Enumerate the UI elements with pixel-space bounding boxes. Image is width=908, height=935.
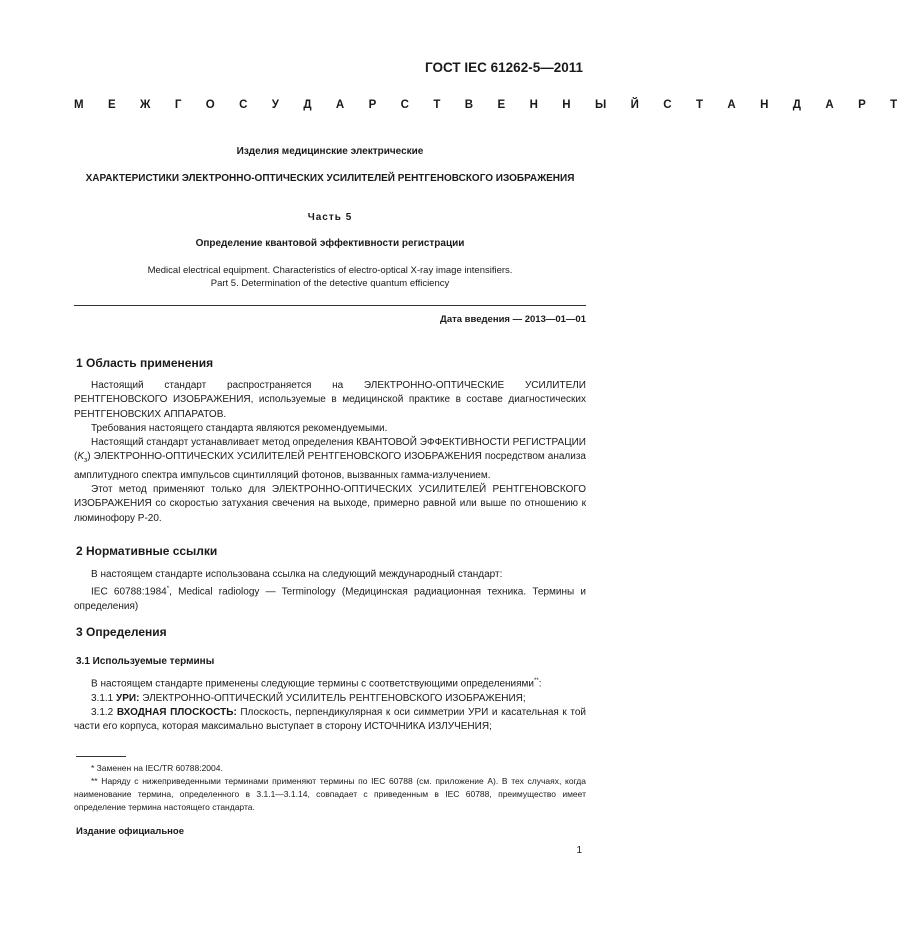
introduction-date: Дата введения — 2013—01—01 (440, 314, 586, 325)
section-3-1-heading: 3.1 Используемые термины (76, 656, 215, 667)
section-1-heading: 1 Область применения (76, 356, 214, 370)
title-english-line-1: Medical electrical equipment. Characteristics of electro-optical X-ray image intensifiers. (147, 265, 513, 276)
section-2-paragraph-2: IEC 60788:1984*, Medical radiology — Terminology (Медицинская радиационная техника. Термины и определения) (74, 586, 587, 612)
title-main-text: ХАРАКТЕРИСТИКИ ЭЛЕКТРОННО-ОПТИЧЕСКИХ УСИЛИТЕЛЕЙ РЕНТГЕНОВСКОГО ИЗОБРАЖЕНИЯ (85, 173, 575, 184)
section-2-paragraph-1: В настоящем стандарте использована ссылка на следующий международный стандарт: (91, 569, 503, 580)
section-2-heading: 2 Нормативные ссылки (76, 544, 218, 558)
footnote-1: * Заменен на IEC/TR 60788:2004. (91, 763, 223, 773)
edition-label: Издание официальное (76, 826, 184, 837)
section-1-paragraph-1: Настоящий стандарт распространяется на ЭЛЕКТРОННО-ОПТИЧЕСКИЕ УСИЛИТЕЛИ РЕНТГЕНОВСКОГО ИЗОБРАЖЕНИЯ, используемые в медицинской практике в составе диагностических РЕНТГЕНОВСКИХ АППАРАТОВ. (74, 380, 586, 420)
title-subtitle: Определение квантовой эффективности регистрации (195, 238, 465, 249)
standard-code: ГОСТ IEC 61262-5—2011 (425, 60, 583, 75)
interstate-standard-label: М Е Ж Г О С У Д А Р С Т В Е Н Н Ы Й С Т А Н Д А Р Т (74, 99, 908, 111)
title-english (74, 264, 586, 290)
section-1-paragraph-2: Требования настоящего стандарта являются рекомендуемыми. (91, 422, 388, 434)
title-part: Часть 5 (307, 212, 353, 223)
header-divider (74, 305, 586, 306)
section-3-heading: 3 Определения (76, 625, 167, 639)
section-3-paragraph-1: В настоящем стандарте применены следующие термины с соответствующими определениями**: (91, 678, 542, 690)
title-line-1: Изделия медицинские электрические (236, 146, 424, 157)
title-english-line-2: Part 5. Determination of the detective quantum efficiency (210, 278, 450, 289)
footnote-divider (76, 756, 126, 757)
page-number: 1 (576, 845, 582, 856)
section-1-paragraph-4: Этот метод применяют только для ЭЛЕКТРОННО-ОПТИЧЕСКИХ УСИЛИТЕЛЕЙ РЕНТГЕНОВСКОГО ИЗОБРАЖЕНИЯ со скоростью затухания свечения на выходе, примерно равной или выше по отношению к люминофору Р-20. (74, 484, 586, 524)
section-1-body (74, 379, 586, 526)
section-1-paragraph-3: Настоящий стандарт устанавливает метод определения КВАНТОВОЙ ЭФФЕКТИВНОСТИ РЕГИСТРАЦИИ $(K_з)$ ЭЛЕКТРОННО-ОПТИЧЕСКИХ УСИЛИТЕЛЕЙ РЕНТГЕНОВСКОГО ИЗОБРАЖЕНИЯ посредством анализа амплитудного спектра импульсов сцинтилляций фотонов, вызванных гамма-излучением. (74, 437, 586, 481)
section-2-body (74, 568, 586, 614)
title-main (74, 171, 586, 186)
footnote-2: ** Наряду с нижеприведенными терминами применяют термины по IEC 60788 (см. приложение А). В тех случаях, когда наименование термина, определенного в 3.1.1—3.1.14, совпадает с приведенным в IEC 60788, преимущество имеет определение термина настоящего стандарта. (74, 776, 586, 812)
section-3-body (74, 674, 586, 735)
footnotes (74, 762, 586, 814)
term-3-1-1: 3.1.1 УРИ: ЭЛЕКТРОННО-ОПТИЧЕСКИЙ УСИЛИТЕЛЬ РЕНТГЕНОВСКОГО ИЗОБРАЖЕНИЯ; (91, 692, 526, 704)
term-3-1-2: 3.1.2 ВХОДНАЯ ПЛОСКОСТЬ: Плоскость, перпендикулярная к оси симметрии УРИ и касательная к той части его корпуса, которая максимально выступает в сторону ИСТОЧНИКА ИЗЛУЧЕНИЯ; (74, 706, 586, 733)
